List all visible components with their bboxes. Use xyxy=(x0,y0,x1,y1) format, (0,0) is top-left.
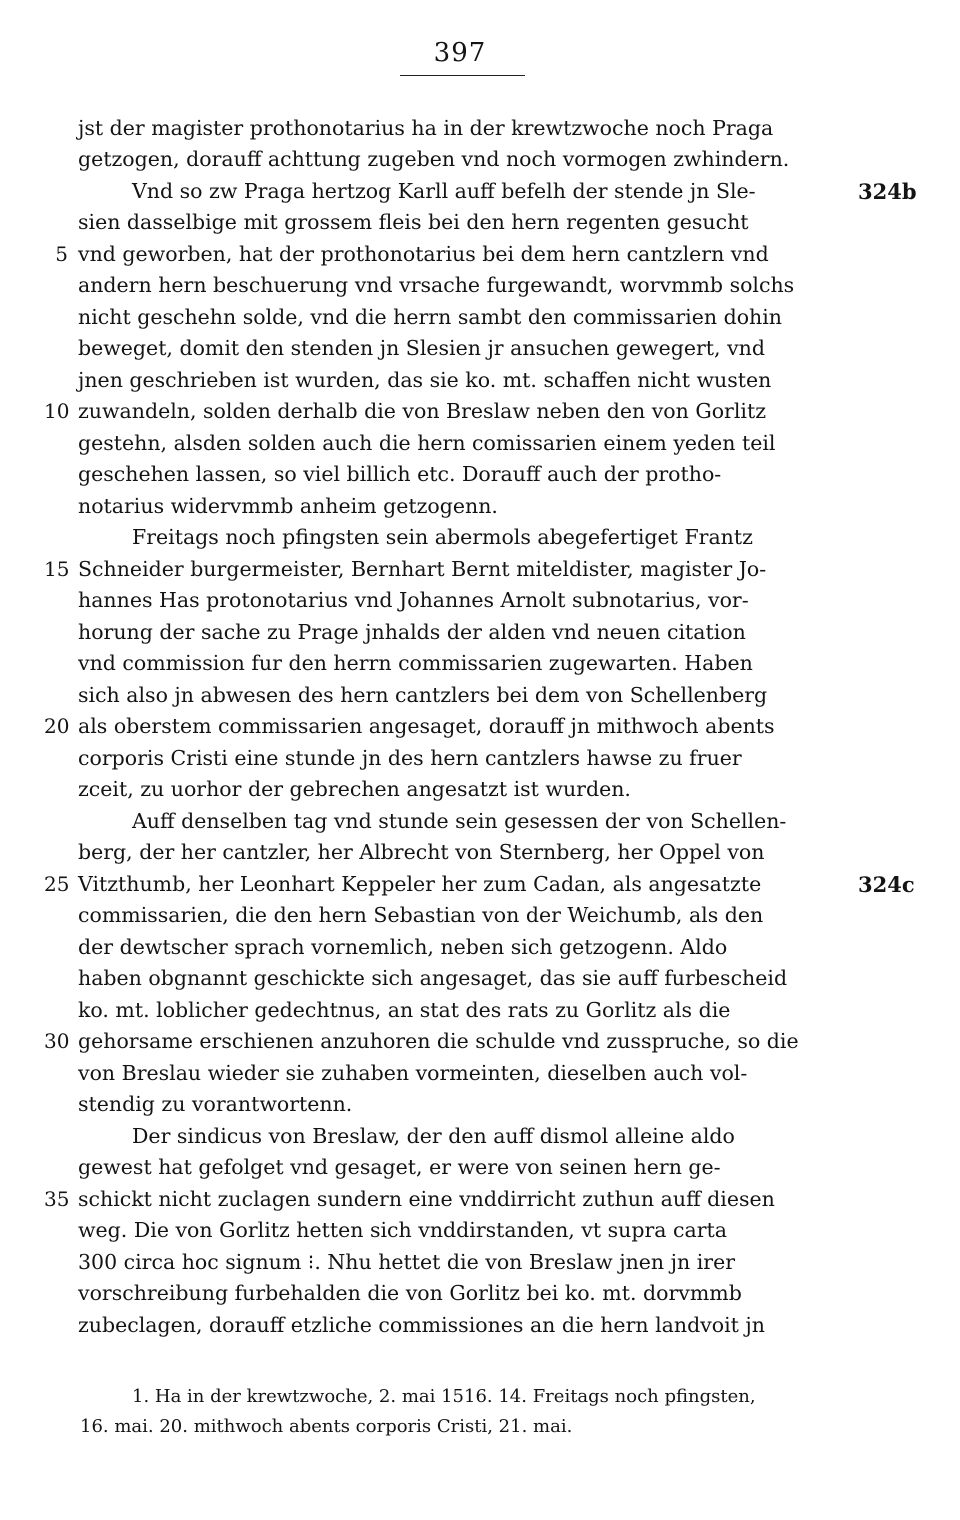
text-line: Vnd so zw Praga hertzog Karll auff befelh der stende jn Sle- xyxy=(132,179,756,203)
text-line: andern hern beschuerung vnd vrsache furgewandt, worvmmb solchs xyxy=(78,273,795,297)
text-line: horung der sache zu Prage jnhalds der alden vnd neuen citation xyxy=(78,620,746,644)
text-line: jst der magister prothonotarius ha in der krewtzwoche noch Praga xyxy=(78,116,774,140)
text-line: jnen geschrieben ist wurden, das sie ko. mt. schaffen nicht wusten xyxy=(78,368,772,392)
text-line: vorschreibung furbehalden die von Gorlitz bei ko. mt. dorvmmb xyxy=(78,1281,742,1305)
text-line: nicht geschehn solde, vnd die herrn sambt den commissarien dohin xyxy=(78,305,783,329)
text-line: geschehen lassen, so viel billich etc. Dorauff auch der protho- xyxy=(78,462,722,486)
text-line: gehorsame erschienen anzuhoren die schulde vnd zusspruche, so die xyxy=(78,1029,799,1053)
text-line: zubeclagen, dorauff etzliche commissiones an die hern landvoit jn xyxy=(78,1313,765,1337)
line-number: 15 xyxy=(44,557,70,581)
text-line: Schneider burgermeister, Bernhart Bernt miteldister, magister Jo- xyxy=(78,557,767,581)
text-line: corporis Cristi eine stunde jn des hern cantzlers hawse zu fruer xyxy=(78,746,742,770)
page-number: 397 xyxy=(433,38,487,68)
text-line: ko. mt. loblicher gedechtnus, an stat des rats zu Gorlitz als die xyxy=(78,998,731,1022)
text-line: commissarien, die den hern Sebastian von der Weichumb, als den xyxy=(78,903,764,927)
text-line: 300 circa hoc signum ⁝. Nhu hettet die von Breslaw jnen jn irer xyxy=(78,1250,736,1274)
text-line: zuwandeln, solden derhalb die von Breslaw neben den von Gorlitz xyxy=(78,399,767,423)
text-line: der dewtscher sprach vornemlich, neben sich getzogenn. Aldo xyxy=(78,935,728,959)
line-number: 5 xyxy=(55,242,68,266)
line-number: 30 xyxy=(44,1029,70,1053)
text-line: Auff denselben tag vnd stunde sein gesessen der von Schellen- xyxy=(132,809,787,833)
text-line: beweget, domit den stenden jn Slesien jr ansuchen gewegert, vnd xyxy=(78,336,765,360)
text-line: Vitzthumb, her Leonhart Keppeler her zum Cadan, als angesatzte xyxy=(78,872,762,896)
text-line: gestehn, alsden solden auch die hern comissarien einem yeden teil xyxy=(78,431,776,455)
page-number-rule xyxy=(400,75,525,76)
text-line: zceit, zu uorhor der gebrechen angesatzt ist wurden. xyxy=(78,777,631,801)
text-line: weg. Die von Gorlitz hetten sich vnddirstanden, vt supra carta xyxy=(78,1218,727,1242)
margin-folio-reference: 324c xyxy=(858,872,915,897)
text-line: von Breslau wieder sie zuhaben vormeinten, dieselben auch vol- xyxy=(78,1061,748,1085)
line-number: 10 xyxy=(44,399,70,423)
text-line: Freitags noch pfingsten sein abermols abegefertiget Frantz xyxy=(132,525,753,549)
line-number: 25 xyxy=(44,872,70,896)
text-line: schickt nicht zuclagen sundern eine vnddirricht zuthun auff diesen xyxy=(78,1187,775,1211)
text-line: hannes Has protonotarius vnd Johannes Arnolt subnotarius, vor- xyxy=(78,588,749,612)
text-line: vnd geworben, hat der prothonotarius bei dem hern cantzlern vnd xyxy=(78,242,769,266)
text-line: als oberstem commissarien angesaget, dorauff jn mithwoch abents xyxy=(78,714,775,738)
text-line: Der sindicus von Breslaw, der den auff dismol alleine aldo xyxy=(132,1124,735,1148)
text-line: notarius widervmmb anheim getzogenn. xyxy=(78,494,498,518)
footnote-line: 16. mai. 20. mithwoch abents corporis Cristi, 21. mai. xyxy=(80,1416,573,1437)
text-line: berg, der her cantzler, her Albrecht von Sternberg, her Oppel von xyxy=(78,840,765,864)
text-line: sien dasselbige mit grossem fleis bei den hern regenten gesucht xyxy=(78,210,749,234)
footnote-line: 1. Ha in der krewtzwoche, 2. mai 1516. 14. Freitags noch pfingsten, xyxy=(132,1386,756,1407)
text-line: sich also jn abwesen des hern cantzlers bei dem von Schellenberg xyxy=(78,683,768,707)
text-line: haben obgnannt geschickte sich angesaget, das sie auff furbescheid xyxy=(78,966,788,990)
margin-folio-reference: 324b xyxy=(858,179,917,204)
text-line: vnd commission fur den herrn commissarien zugewarten. Haben xyxy=(78,651,753,675)
line-number: 35 xyxy=(44,1187,70,1211)
text-line: getzogen, dorauff achttung zugeben vnd noch vormogen zwhindern. xyxy=(78,147,790,171)
line-number: 20 xyxy=(44,714,70,738)
text-line: gewest hat gefolget vnd gesaget, er were von seinen hern ge- xyxy=(78,1155,721,1179)
text-line: stendig zu vorantwortenn. xyxy=(78,1092,353,1116)
